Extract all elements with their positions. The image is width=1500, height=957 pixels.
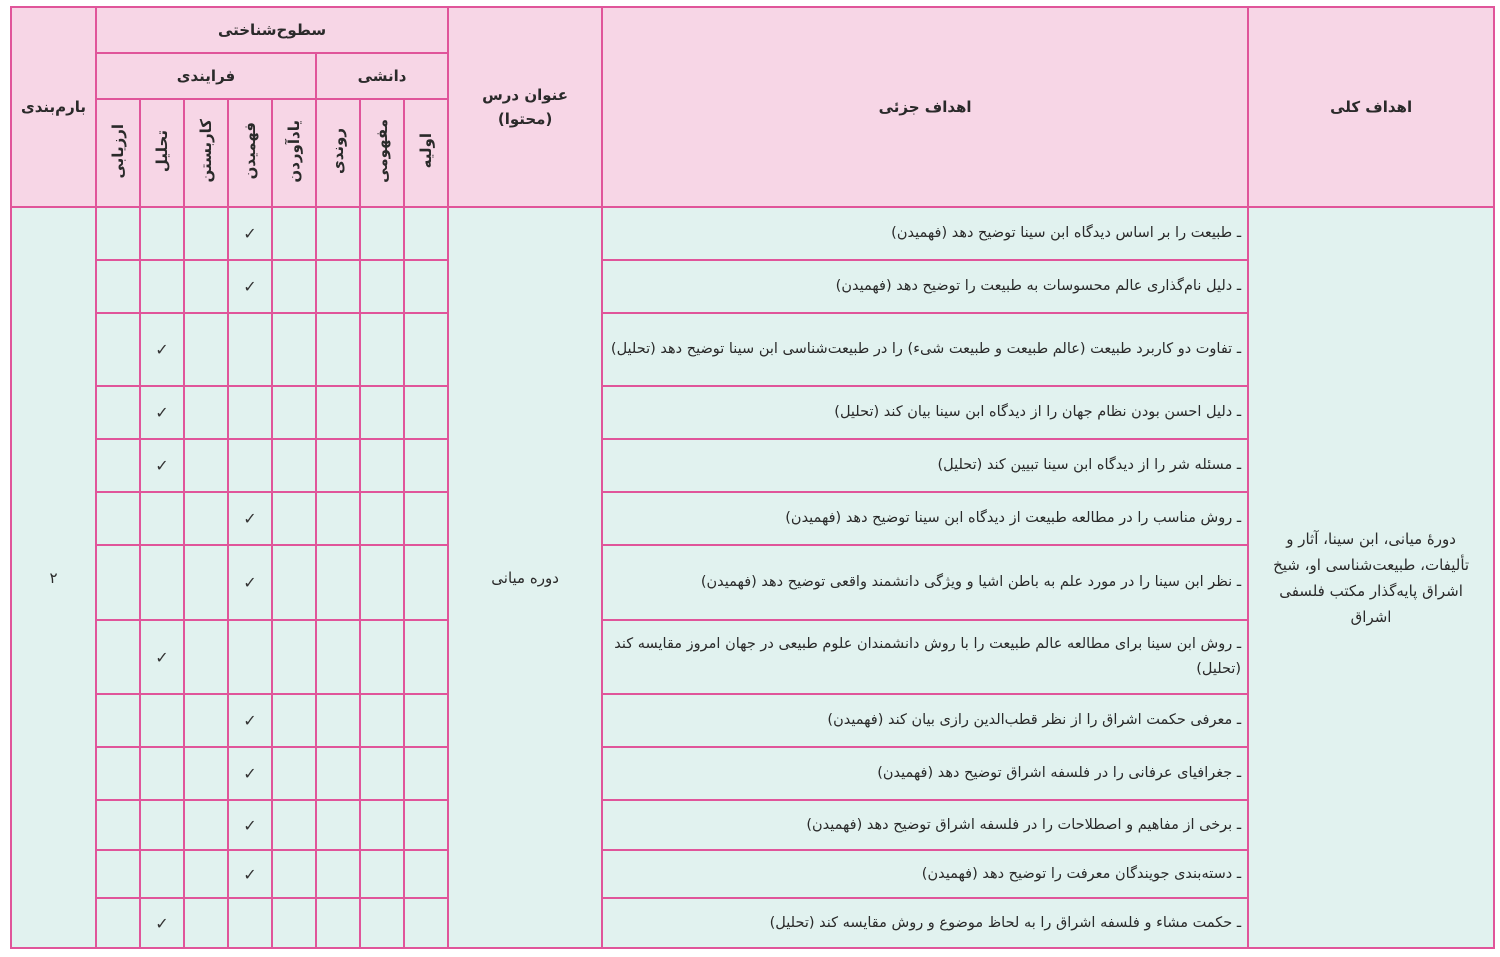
level-cell (184, 620, 228, 694)
level-cell (272, 439, 316, 492)
partial-objective: ـ جغرافیای عرفانی را در فلسفه اشراق توضیح دهد (فهمیدن) (602, 747, 1248, 800)
level-cell (184, 386, 228, 439)
level-cell (360, 492, 404, 545)
level-cell (316, 313, 360, 386)
level-cell (316, 620, 360, 694)
level-cell (316, 747, 360, 800)
check-icon: ✓ (243, 277, 257, 296)
level-cell (140, 545, 184, 620)
level-cell (96, 747, 140, 800)
cognitive-levels-header: سطوح‌شناختی (96, 7, 448, 53)
level-cell (140, 850, 184, 898)
level-analyze: تحلیل (153, 129, 171, 173)
level-conceptual: مفهومی (373, 119, 391, 183)
level-cell (404, 747, 448, 800)
check-icon: ✓ (155, 456, 169, 475)
level-cell (404, 439, 448, 492)
level-cell (228, 260, 272, 313)
level-cell (140, 492, 184, 545)
score-header: بارم‌بندی (11, 7, 96, 207)
partial-objectives-header: اهداف جزئی (602, 7, 1248, 207)
level-cell (228, 207, 272, 260)
level-cell (140, 747, 184, 800)
level-cell (360, 313, 404, 386)
level-procedural: روندی (329, 127, 347, 174)
level-cell (96, 800, 140, 850)
level-cell (316, 492, 360, 545)
level-cell (96, 439, 140, 492)
level-cell (404, 898, 448, 948)
level-cell (272, 620, 316, 694)
level-cell (272, 386, 316, 439)
level-cell (140, 694, 184, 747)
level-cell (140, 898, 184, 948)
level-cell (360, 260, 404, 313)
table-row (11, 207, 1494, 260)
check-icon: ✓ (243, 573, 257, 592)
partial-objective: ـ دسته‌بندی جویندگان معرفت را توضیح دهد (فهمیدن) (602, 850, 1248, 898)
level-cell (272, 850, 316, 898)
partial-objective: ـ تفاوت دو کاربرد طبیعت (عالم طبیعت و طبیعت شیء) را در طبیعت‌شناسی ابن سینا توضیح دهد (تحلیل) (602, 313, 1248, 386)
level-cell (404, 492, 448, 545)
level-cell (360, 386, 404, 439)
level-cell (96, 545, 140, 620)
level-cell (360, 439, 404, 492)
level-cell (228, 850, 272, 898)
level-cell (184, 800, 228, 850)
check-icon: ✓ (155, 340, 169, 359)
level-cell (316, 386, 360, 439)
check-icon: ✓ (243, 815, 257, 835)
level-cell (272, 694, 316, 747)
general-objective-value: دورۀ میانی، ابن سینا، آثار و تألیفات، طبیعت‌شناسی او، شیخ اشراق پایه‌گذار مکتب فلسفی اشراق (1248, 207, 1494, 948)
level-cell (96, 313, 140, 386)
level-cell (404, 545, 448, 620)
check-icon: ✓ (243, 864, 257, 884)
level-cell (184, 313, 228, 386)
level-cell (360, 850, 404, 898)
level-factual: اولیه (417, 133, 436, 169)
check-icon: ✓ (155, 647, 169, 667)
level-cell (140, 620, 184, 694)
level-cell (360, 620, 404, 694)
score-value: ۲ (11, 207, 96, 948)
level-cell (316, 439, 360, 492)
procedural-header: فرایندی (96, 53, 316, 99)
level-cell (404, 800, 448, 850)
partial-objective: ـ روش مناسب را در مطالعه طبیعت از دیدگاه ابن سینا توضیح دهد (فهمیدن) (602, 492, 1248, 545)
level-cell (228, 439, 272, 492)
level-cell (316, 898, 360, 948)
check-icon: ✓ (243, 224, 257, 243)
level-understand: فهمیدن (241, 122, 259, 180)
partial-objective: ـ دلیل نام‌گذاری عالم محسوسات به طبیعت را توضیح دهد (فهمیدن) (602, 260, 1248, 313)
level-remember: یادآوردن (285, 119, 303, 183)
level-cell (96, 620, 140, 694)
check-icon: ✓ (155, 403, 169, 422)
check-icon: ✓ (243, 509, 257, 528)
level-cell (184, 694, 228, 747)
level-cell (96, 492, 140, 545)
level-cell (228, 694, 272, 747)
level-cell (140, 386, 184, 439)
level-evaluate: ارزیابی (109, 123, 127, 179)
check-icon: ✓ (155, 913, 169, 933)
level-cell (96, 898, 140, 948)
level-cell (404, 620, 448, 694)
level-cell (228, 620, 272, 694)
level-cell (316, 694, 360, 747)
level-cell (272, 898, 316, 948)
level-cell (272, 492, 316, 545)
partial-objective: ـ دلیل احسن بودن نظام جهان را از دیدگاه ابن سینا بیان کند (تحلیل) (602, 386, 1248, 439)
level-cell (272, 800, 316, 850)
level-cell (316, 850, 360, 898)
level-cell (360, 898, 404, 948)
level-cell (404, 207, 448, 260)
level-cell (228, 492, 272, 545)
partial-objective: ـ معرفی حکمت اشراق را از نظر قطب‌الدین رازی بیان کند (فهمیدن) (602, 694, 1248, 747)
level-cell (96, 694, 140, 747)
level-cell (272, 260, 316, 313)
level-cell (184, 850, 228, 898)
level-cell (140, 207, 184, 260)
level-cell (184, 492, 228, 545)
level-cell (184, 898, 228, 948)
level-cell (360, 694, 404, 747)
check-icon: ✓ (243, 764, 257, 783)
objectives-table (10, 6, 1495, 949)
level-cell (184, 439, 228, 492)
level-cell (184, 207, 228, 260)
level-cell (316, 207, 360, 260)
level-cell (96, 386, 140, 439)
level-cell (140, 260, 184, 313)
level-cell (360, 747, 404, 800)
level-cell (404, 313, 448, 386)
level-cell (316, 800, 360, 850)
level-cell (140, 313, 184, 386)
level-cell (272, 313, 316, 386)
partial-objective: ـ روش ابن سینا برای مطالعه عالم طبیعت را با روش دانشمندان علوم طبیعی در جهان امروز مقایسه کند (تحلیل) (602, 620, 1248, 694)
level-cell (96, 850, 140, 898)
level-cell (360, 800, 404, 850)
level-cell (272, 747, 316, 800)
level-cell (228, 747, 272, 800)
level-cell (316, 545, 360, 620)
level-cell (228, 898, 272, 948)
lesson-title-value: دوره میانی (448, 207, 602, 948)
level-apply: کاربستن (197, 119, 215, 183)
level-cell (140, 800, 184, 850)
level-cell (228, 313, 272, 386)
level-cell (360, 207, 404, 260)
level-cell (184, 545, 228, 620)
level-cell (184, 260, 228, 313)
lesson-title-header: عنوان درس (محتوا) (448, 7, 602, 207)
level-cell (404, 694, 448, 747)
knowledge-header: دانشی (316, 53, 448, 99)
partial-objective: ـ مسئله شر را از دیدگاه ابن سینا تبیین کند (تحلیل) (602, 439, 1248, 492)
level-cell (404, 260, 448, 313)
partial-objective: ـ نظر ابن سینا را در مورد علم به باطن اشیا و ویژگی دانشمند واقعی توضیح دهد (فهمیدن) (602, 545, 1248, 620)
level-cell (404, 850, 448, 898)
level-cell (96, 260, 140, 313)
partial-objective: ـ طبیعت را بر اساس دیدگاه ابن سینا توضیح دهد (فهمیدن) (602, 207, 1248, 260)
level-cell (96, 207, 140, 260)
level-cell (228, 545, 272, 620)
check-icon: ✓ (243, 711, 257, 730)
level-cell (272, 207, 316, 260)
level-cell (272, 545, 316, 620)
level-cell (228, 800, 272, 850)
level-cell (140, 439, 184, 492)
level-cell (316, 260, 360, 313)
level-cell (184, 747, 228, 800)
partial-objective: ـ حکمت مشاء و فلسفه اشراق را به لحاظ موضوع و روش مقایسه کند (تحلیل) (602, 898, 1248, 948)
level-cell (360, 545, 404, 620)
partial-objective: ـ برخی از مفاهیم و اصطلاحات را در فلسفه اشراق توضیح دهد (فهمیدن) (602, 800, 1248, 850)
level-cell (228, 386, 272, 439)
general-objectives-header: اهداف کلی (1248, 7, 1494, 207)
level-cell (404, 386, 448, 439)
